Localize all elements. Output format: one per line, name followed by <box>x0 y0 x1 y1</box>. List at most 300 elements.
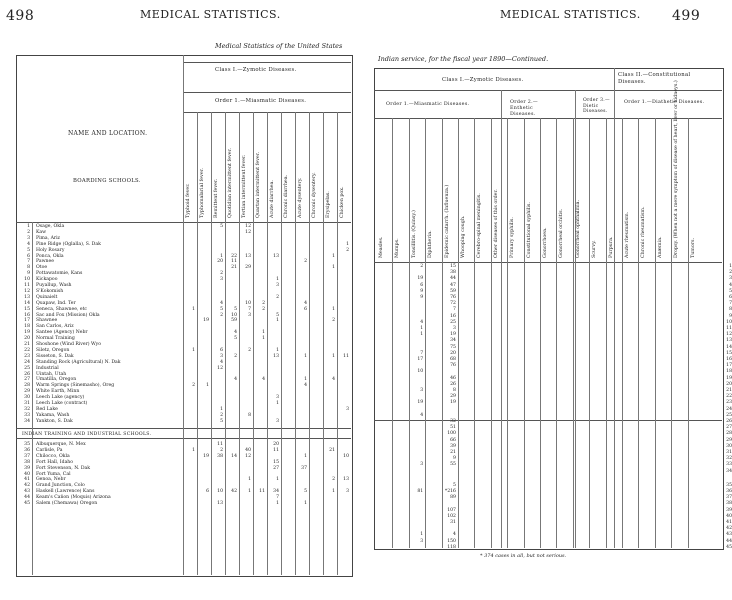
row-name: Umatilla, Oregon <box>36 377 77 383</box>
row-cell: 6 <box>304 306 307 312</box>
row-number: 44 <box>24 495 30 501</box>
row-number: 38 <box>24 459 30 465</box>
right-row-number: 39 <box>726 507 732 513</box>
row-name: Carlisle, Pa <box>36 447 63 453</box>
row-cell: 10 <box>245 300 251 306</box>
row-number: 45 <box>24 501 30 506</box>
right-column-header: Cerebro-spinal meningitis. <box>477 193 483 258</box>
row-name: Normal Training <box>36 336 75 342</box>
row-cell: 12 <box>245 229 251 235</box>
right-row-number: 28 <box>726 431 732 437</box>
row-number: 23 <box>24 353 30 359</box>
right-row-number: 26 <box>726 419 732 424</box>
row-cell: 5 <box>234 336 237 342</box>
row-number: 15 <box>24 306 30 312</box>
influenza-cell: 51 <box>450 425 456 431</box>
row-name: White Earth, Minn <box>36 389 80 395</box>
row-name: Shawnee <box>36 318 58 324</box>
row-cell: 8 <box>248 412 251 418</box>
influenza-cell: 16 <box>450 313 456 319</box>
row-cell: 1 <box>276 277 279 283</box>
row-cell: 34 <box>273 489 279 495</box>
row-number: 28 <box>24 383 30 389</box>
influenza-cell: 15 <box>450 264 456 269</box>
influenza-cell: 102 <box>447 513 456 519</box>
row-cell: 5 <box>276 312 279 318</box>
influenza-cell: 26 <box>450 381 456 387</box>
right-footnote: * 374 cases in all, but not serious. <box>480 553 567 559</box>
right-row-number: 5 <box>729 288 732 294</box>
right-row-number: 15 <box>726 350 732 356</box>
row-name: Shoshone (Wind River) Wyo <box>36 342 102 347</box>
row-cell: 20 <box>217 259 223 265</box>
row-name: Pine Ridge (Oglalla), S. Dak <box>36 241 101 247</box>
row-cell: 12 <box>245 224 251 229</box>
row-cell: 1 <box>276 318 279 324</box>
left-col-divider <box>309 112 310 575</box>
influenza-cell: 8 <box>453 388 456 393</box>
row-number: 42 <box>24 483 30 489</box>
row-number: 12 <box>24 288 30 294</box>
row-name: Seneca, Shawnee, etc <box>36 306 88 312</box>
row-cell: 11 <box>217 442 223 447</box>
influenza-cell: 34 <box>450 338 456 344</box>
right-page-number: 499 <box>672 8 701 24</box>
row-cell: 14 <box>231 453 237 459</box>
right-row-number: 44 <box>726 538 732 544</box>
row-number: 21 <box>24 342 30 347</box>
influenza-cell: 100 <box>447 431 456 437</box>
right-class1-heading: Class I.—Zymotic Diseases. <box>442 77 524 83</box>
row-number: 4 <box>27 241 30 247</box>
row-number: 36 <box>24 447 30 453</box>
row-cell: 2 <box>332 477 335 483</box>
right-group-divider <box>614 68 615 548</box>
row-number: 34 <box>24 418 30 424</box>
left-subtitle: Medical Statistics of the United States <box>215 42 343 50</box>
right-row-number: 22 <box>726 394 732 400</box>
influenza-cell: 32 <box>450 419 456 424</box>
right-col-divider <box>556 118 557 548</box>
right-rule <box>374 262 722 263</box>
left-order-heading: Order 1.—Miasmatic Diseases. <box>215 98 307 104</box>
tonsillitis-cell: 4 <box>420 412 424 418</box>
left-column-header: Acute dysentery. <box>298 177 303 218</box>
row-name: Red Lake <box>36 406 58 412</box>
row-number: 9 <box>27 271 30 277</box>
influenza-cell: 25 <box>450 319 456 325</box>
right-col-divider <box>589 118 590 548</box>
tonsillitis-cell: 81 <box>417 489 424 494</box>
left-col-divider <box>281 112 282 575</box>
row-name: Fort Hall, Idaho <box>36 459 74 465</box>
right-order2-heading: Order 2.—Enthetic Diseases. <box>510 100 539 117</box>
influenza-cell: 4 <box>453 532 456 538</box>
row-cell: 1 <box>304 353 307 359</box>
right-row-number: 29 <box>726 437 732 443</box>
row-name: Sac and Fox (Mission) Okla <box>36 312 100 318</box>
row-cell: 21 <box>231 265 237 271</box>
tonsillitis-cell: 3 <box>420 388 424 393</box>
row-cell: 2 <box>220 271 223 277</box>
influenza-cell: 47 <box>450 282 456 288</box>
row-cell: 1 <box>276 501 279 506</box>
row-number: 13 <box>24 294 30 300</box>
influenza-cell: 3 <box>453 326 456 331</box>
row-cell: 1 <box>332 306 335 312</box>
row-number: 22 <box>24 347 30 353</box>
right-row-number: 16 <box>726 357 732 362</box>
right-col-divider <box>622 118 623 548</box>
row-name: Quinaielt <box>36 294 58 300</box>
row-name: Pawnee <box>36 259 54 265</box>
right-running-head: MEDICAL STATISTICS. <box>500 8 641 21</box>
left-column-header: Quotidian intermittent fever. <box>228 148 233 218</box>
right-col-divider <box>655 118 656 548</box>
row-cell: 10 <box>343 453 349 459</box>
influenza-cell: 19 <box>450 332 456 338</box>
row-cell: 2 <box>192 383 195 389</box>
right-col-divider <box>638 118 639 548</box>
left-column-header: Remittent fever. <box>214 178 219 218</box>
right-row-number: 27 <box>726 425 732 431</box>
right-row-number: 33 <box>726 462 732 468</box>
right-row-number: 35 <box>726 482 732 488</box>
right-column-header: Chronic rheumatism. <box>641 206 647 258</box>
left-column-header: Typhoid fever. <box>186 183 191 218</box>
row-number: 33 <box>24 412 30 418</box>
row-name: Yakama, Wash <box>36 412 70 418</box>
influenza-cell: 39 <box>450 443 456 449</box>
row-cell: 3 <box>346 406 349 412</box>
row-number: 43 <box>24 489 30 495</box>
row-number: 19 <box>24 330 30 336</box>
right-row-number: 45 <box>726 544 732 550</box>
row-number: 31 <box>24 401 30 406</box>
row-number: 5 <box>27 247 30 253</box>
tonsillitis-cell: 19 <box>417 400 424 406</box>
row-number: 39 <box>24 465 30 471</box>
row-cell: 2 <box>220 447 223 453</box>
left-column-header: Quartan intermittent fever. <box>256 151 261 218</box>
row-name: Warm Springs (Sinemasho), Oreg <box>36 383 115 389</box>
right-row-number: 19 <box>726 375 732 381</box>
row-name: Fort Stevenson, N. Dak <box>36 465 91 471</box>
row-name: San Carlos, Ariz <box>36 324 74 330</box>
right-col-divider <box>507 118 508 548</box>
influenza-cell: 19 <box>450 400 456 406</box>
row-cell: 3 <box>220 277 223 283</box>
right-row-number: 6 <box>729 295 732 300</box>
tonsillitis-cell: 10 <box>417 369 424 375</box>
row-number: 18 <box>24 324 30 330</box>
row-name: Industrial <box>36 365 59 371</box>
row-cell: 2 <box>248 347 251 353</box>
row-cell: 5 <box>220 224 223 229</box>
right-row-number: 8 <box>729 307 732 313</box>
row-cell: 13 <box>273 253 279 259</box>
right-rule <box>374 118 722 119</box>
row-number: 40 <box>24 471 30 477</box>
right-row-number: 9 <box>729 313 732 319</box>
row-cell: 12 <box>245 453 251 459</box>
right-row-number: 13 <box>726 338 732 344</box>
influenza-cell: 89 <box>450 495 456 501</box>
row-name: Quapaw, Ind. Ter <box>36 300 76 306</box>
influenza-cell: 44 <box>450 276 456 282</box>
right-column-header: Anæmia. <box>657 236 663 258</box>
left-divider <box>183 55 184 575</box>
right-class2-heading: Class II.—Constitutional Diseases. <box>618 72 691 85</box>
row-cell: 1 <box>248 477 251 483</box>
row-cell: 1 <box>206 383 209 389</box>
right-column-header: Gonorrhoea. <box>543 227 548 258</box>
row-cell: 1 <box>304 453 307 459</box>
row-number: 6 <box>27 253 30 259</box>
row-cell: 3 <box>220 353 223 359</box>
influenza-cell: 29 <box>450 394 456 400</box>
left-col-divider <box>197 112 198 575</box>
influenza-cell: 150 <box>447 538 456 544</box>
tonsillitis-cell: 17 <box>417 357 424 362</box>
right-column-header: Tonsillitis. (Quinsy.) <box>411 210 417 258</box>
row-number: 7 <box>27 259 30 265</box>
row-name: Osage, Okla <box>36 224 65 229</box>
tonsillitis-cell: 19 <box>417 276 424 282</box>
row-cell: 6 <box>206 489 209 495</box>
row-cell: 1 <box>192 447 195 453</box>
row-cell: 1 <box>332 353 335 359</box>
left-name-heading: NAME AND LOCATION. <box>68 130 148 137</box>
row-cell: 13 <box>343 477 349 483</box>
influenza-cell: 7 <box>453 307 456 313</box>
row-name: Otoe <box>36 265 48 271</box>
row-number: 24 <box>24 359 30 365</box>
right-column-header: Acute rheumatism. <box>625 211 630 258</box>
row-name: Uintah, Utah <box>36 371 67 377</box>
row-number: 16 <box>24 312 30 318</box>
right-col-divider <box>474 118 475 548</box>
right-row-number: 20 <box>726 381 732 387</box>
left-col-divider <box>337 112 338 575</box>
right-row-number: 10 <box>726 319 732 325</box>
row-name: Fort Yuma, Cal <box>36 471 71 477</box>
row-cell: 4 <box>304 383 307 389</box>
row-cell: 5 <box>220 418 223 424</box>
row-name: Salem (Chemawa) Oregon <box>36 501 98 506</box>
row-cell: 1 <box>276 347 279 353</box>
row-cell: 13 <box>273 353 279 359</box>
row-cell: 4 <box>332 377 335 383</box>
right-column-header: Measles. <box>379 236 384 258</box>
tonsillitis-cell: 9 <box>420 288 424 294</box>
row-cell: 5 <box>234 306 237 312</box>
left-column-header: Tertian intermittent fever. <box>242 154 247 218</box>
row-number: 29 <box>24 389 30 395</box>
influenza-cell: 59 <box>450 288 456 294</box>
row-cell: 29 <box>245 265 251 271</box>
row-cell: 12 <box>217 365 223 371</box>
row-name: Leech Lake (agency) <box>36 395 85 401</box>
row-cell: 2 <box>234 353 237 359</box>
right-column-header: Tumors. <box>690 237 696 258</box>
right-col-divider <box>524 118 525 548</box>
row-cell: 11 <box>259 489 265 495</box>
row-name: Siletz, Oregon <box>36 347 70 353</box>
tonsillitis-cell: 1 <box>420 332 424 338</box>
row-cell: 4 <box>220 300 223 306</box>
influenza-cell: 76 <box>450 295 456 300</box>
row-cell: 22 <box>231 253 237 259</box>
influenza-cell: 9 <box>453 456 456 462</box>
right-row-number: 4 <box>729 282 732 288</box>
right-page <box>370 0 730 600</box>
right-column-header: Gonorrheal ophthalmia. <box>575 199 581 258</box>
row-name: Yankton, S. Dak <box>36 418 73 424</box>
right-order1-heading: Order 1.—Miasmatic Diseases. <box>386 102 470 107</box>
left-section-heading: BOARDING SCHOOLS. <box>73 178 141 184</box>
tonsillitis-cell: 2 <box>420 264 424 269</box>
row-name: Santee (Agency) Nebr <box>36 330 88 336</box>
right-column-header: Whooping cough. <box>461 215 466 258</box>
right-column-header: Scurvy. <box>592 240 598 258</box>
row-cell: 1 <box>276 401 279 406</box>
influenza-cell: 46 <box>450 375 456 381</box>
row-cell: 11 <box>231 259 237 265</box>
row-cell: 4 <box>304 300 307 306</box>
right-row-number: 11 <box>726 326 732 331</box>
right-row-number: 38 <box>726 501 732 507</box>
row-cell: 1 <box>332 265 335 271</box>
row-name: Chilocco, Okla <box>36 453 70 459</box>
right-diathetic-heading: Order 1.—Diathetic Diseases. <box>624 100 705 105</box>
right-row-number: 34 <box>726 468 732 474</box>
row-number: 14 <box>24 300 30 306</box>
right-col-divider <box>606 118 607 548</box>
row-cell: 38 <box>217 453 223 459</box>
right-row-number: 24 <box>726 406 732 412</box>
right-subtitle: Indian service, for the fiscal year 1890—Continued. <box>378 55 549 63</box>
row-number: 26 <box>24 371 30 377</box>
left-column-header: Chronic dysentery. <box>312 172 317 218</box>
row-cell: 2 <box>220 312 223 318</box>
right-column-header: Constitutional syphilis. <box>526 202 532 258</box>
row-cell: 2 <box>304 259 307 265</box>
right-rule <box>374 420 722 421</box>
right-row-number: 40 <box>726 513 732 519</box>
left-col-divider <box>323 112 324 575</box>
row-number: 37 <box>24 453 30 459</box>
row-name: Keam's Cañon (Moquis) Arizona <box>36 495 111 501</box>
left-col-divider <box>225 112 226 575</box>
row-cell: 3 <box>276 418 279 424</box>
row-number: 30 <box>24 395 30 401</box>
right-col-divider <box>392 118 393 548</box>
influenza-cell: 21 <box>450 450 456 455</box>
row-number: 10 <box>24 277 30 283</box>
row-cell: 3 <box>276 395 279 401</box>
row-name: Pima, Ariz <box>36 235 60 241</box>
row-name: Ponca, Okla <box>36 253 64 259</box>
right-row-number: 43 <box>726 532 732 538</box>
tonsillitis-cell: 9 <box>420 295 424 300</box>
row-name: Leech Lake (contract) <box>36 401 88 406</box>
tonsillitis-cell: 7 <box>420 350 424 356</box>
left-column-header: Erysipelas. <box>326 191 331 218</box>
right-col-divider <box>688 118 689 548</box>
left-column-header: Typhomalarial fever. <box>200 168 205 218</box>
row-cell: 7 <box>248 306 251 312</box>
row-number: 32 <box>24 406 30 412</box>
right-row-number: 21 <box>726 388 732 393</box>
influenza-cell: *216 <box>444 489 456 494</box>
right-row-number: 23 <box>726 400 732 406</box>
influenza-cell: 20 <box>450 350 456 356</box>
left-column-header: Acute diarrhea. <box>270 180 275 218</box>
row-cell: 10 <box>217 489 223 495</box>
row-cell: 2 <box>262 306 265 312</box>
row-cell: 42 <box>231 489 237 495</box>
influenza-cell: 66 <box>450 437 456 443</box>
row-name: Standing Rock (Agricultural) N. Dak <box>36 359 121 365</box>
right-row-number: 12 <box>726 332 732 338</box>
row-cell: 19 <box>203 453 209 459</box>
row-name: Puyallup, Wash <box>36 283 72 288</box>
right-column-header: Mumps. <box>395 238 401 258</box>
right-row-number: 1 <box>729 264 732 269</box>
row-number: 8 <box>27 265 30 271</box>
right-col-divider <box>540 118 541 548</box>
row-number: 11 <box>24 283 30 288</box>
right-row-number: 42 <box>726 526 732 532</box>
right-col-divider <box>573 118 574 548</box>
tonsillitis-cell: 1 <box>420 532 424 538</box>
row-number: 1 <box>27 224 30 229</box>
right-column-header: Epidemic catarrh. (Influenza.) <box>444 184 450 258</box>
tonsillitis-cell: 3 <box>420 538 424 544</box>
right-row-number: 14 <box>726 344 732 350</box>
row-cell: 2 <box>346 247 349 253</box>
row-name: Genoa, Nebr <box>36 477 66 483</box>
row-name: S'Kokomish <box>36 288 64 294</box>
right-row-number: 3 <box>729 276 732 282</box>
right-row-number: 31 <box>726 450 732 455</box>
row-number: 3 <box>27 235 30 241</box>
row-cell: 1 <box>262 330 265 336</box>
row-number: 20 <box>24 336 30 342</box>
row-cell: 1 <box>332 489 335 495</box>
right-column-header: Diphtheria. <box>428 230 434 258</box>
influenza-cell: 55 <box>450 462 456 468</box>
row-name: Kickapoo <box>36 277 58 283</box>
row-cell: 5 <box>220 306 223 312</box>
row-name: Holy Rosary <box>36 247 65 253</box>
right-row-number: 41 <box>726 520 732 525</box>
row-cell: 4 <box>220 359 223 365</box>
left-rule <box>183 92 351 93</box>
right-row-number: 2 <box>729 270 732 276</box>
right-row-number: 18 <box>726 369 732 375</box>
left-column-header: Chronic diarrhea. <box>284 174 289 218</box>
row-name: Pottawatomie, Kans <box>36 271 83 277</box>
row-cell: 2 <box>262 300 265 306</box>
row-cell: 4 <box>234 330 237 336</box>
row-cell: 1 <box>346 241 349 247</box>
row-cell: 1 <box>276 477 279 483</box>
row-number: 2 <box>27 229 30 235</box>
right-col-divider <box>491 118 492 548</box>
right-row-number: 32 <box>726 456 732 462</box>
